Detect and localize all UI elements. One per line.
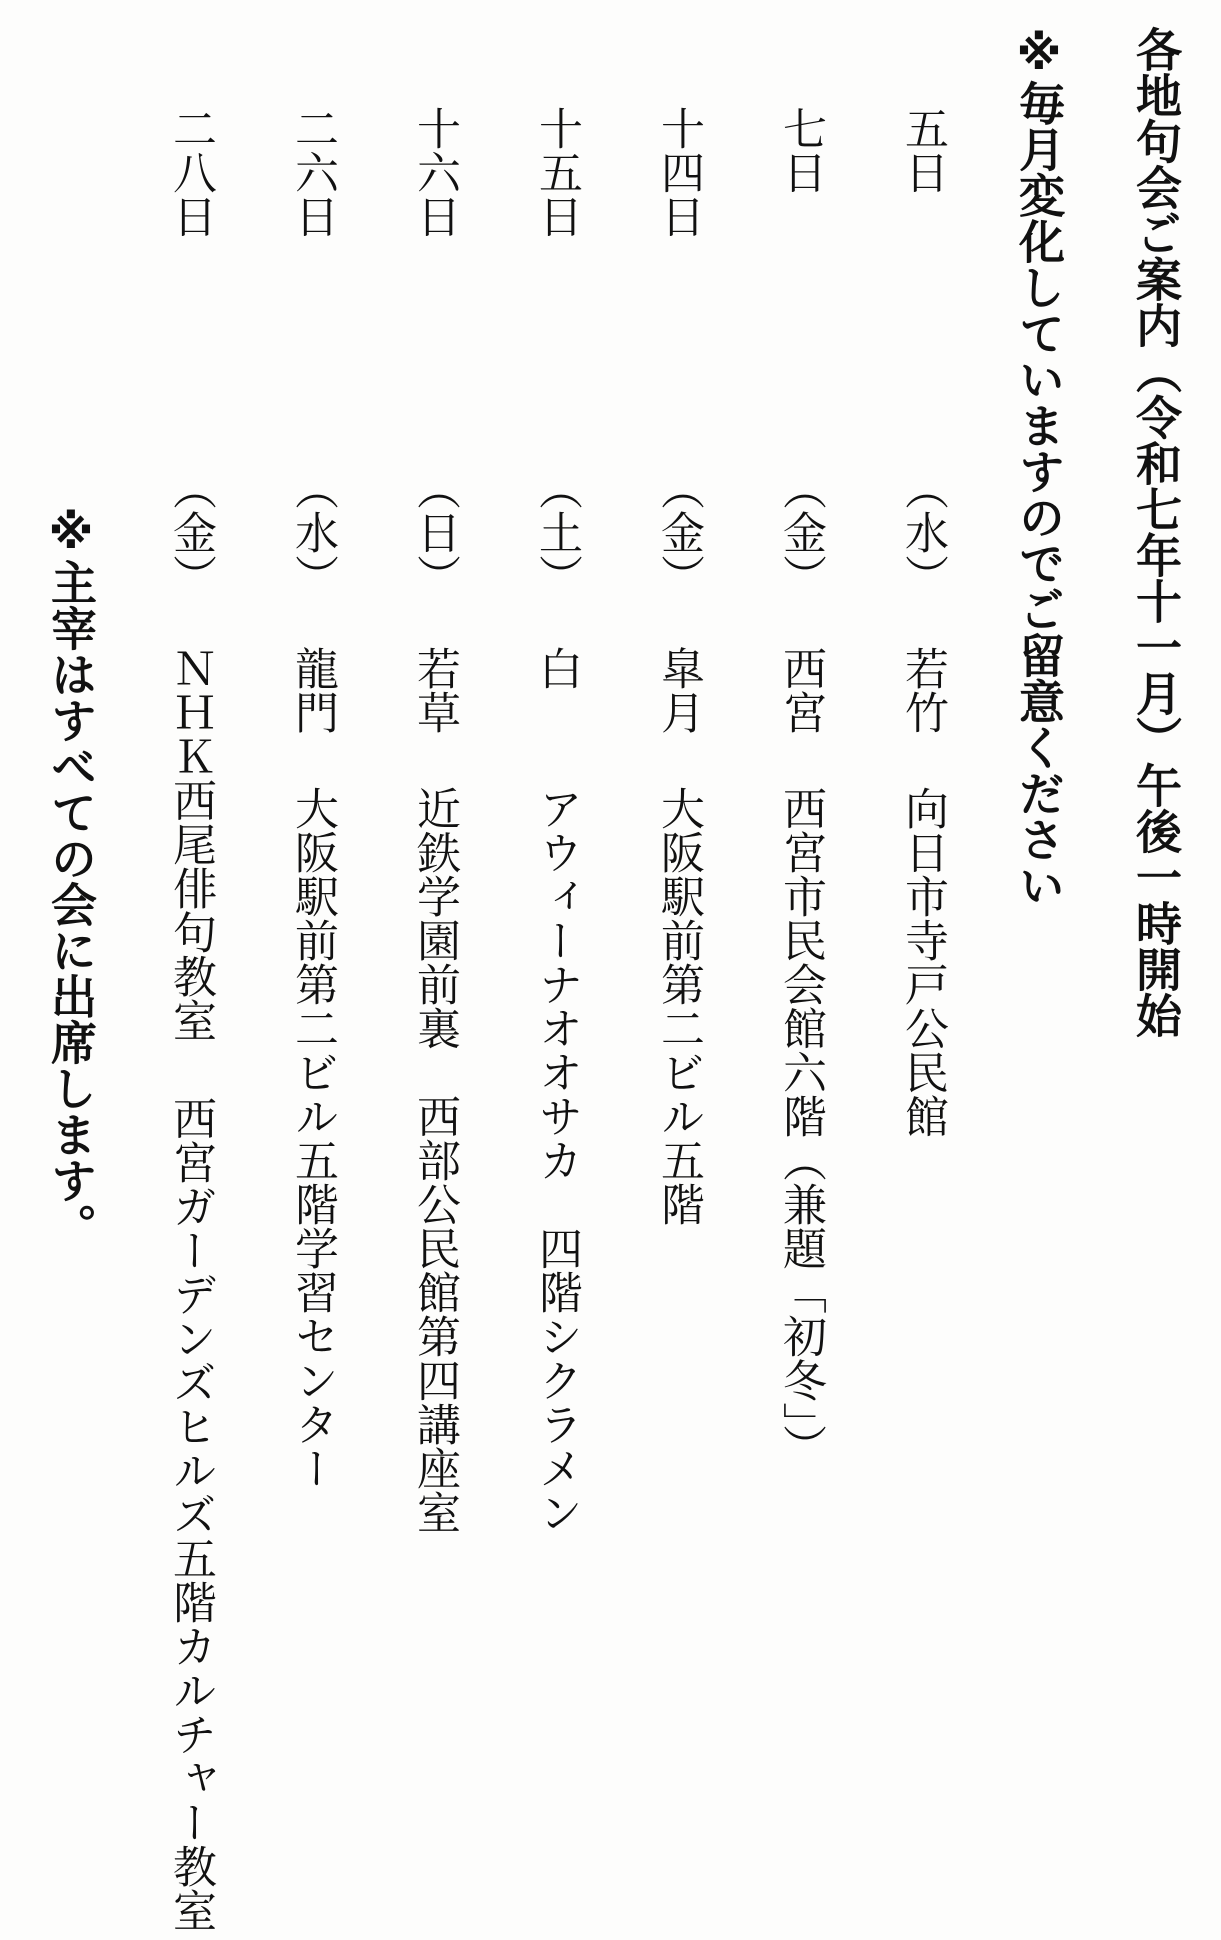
meeting-venue: 向日市寺戸公民館 xyxy=(897,786,948,1138)
meeting-weekday: （日） xyxy=(409,466,460,598)
meeting-date: 二八日 xyxy=(165,106,216,238)
meeting-group: 龍門 xyxy=(287,646,338,734)
meeting-date: 十四日 xyxy=(653,106,704,238)
meeting-venue: 大阪駅前第二ビル五階 xyxy=(653,786,704,1226)
meeting-group: 白 xyxy=(531,646,582,690)
meeting-venue: 近鉄学園前裏 西部公民館第四講座室 xyxy=(409,786,460,1534)
meeting-entry xyxy=(165,106,218,1932)
meeting-group: 若草 xyxy=(409,646,460,734)
meeting-date: 二六日 xyxy=(287,106,338,238)
meeting-group: ＮＨＫ西尾俳句教室 xyxy=(165,646,216,1042)
meeting-venue: アウィーナオオサカ 四階シクラメン xyxy=(531,786,582,1534)
meeting-entry xyxy=(775,106,828,1606)
meeting-date: 五日 xyxy=(897,106,948,194)
meeting-group: 若竹 xyxy=(897,646,948,734)
meeting-weekday: （金） xyxy=(653,466,704,598)
meeting-venue: 西宮ガーデンズヒルズ五階カルチャー教室 xyxy=(165,1096,216,1932)
notice-monthly-change: ※毎月変化していますのでご留意ください xyxy=(1012,26,1066,908)
footer-note: ※主宰はすべての会に出席します。 xyxy=(44,505,98,1249)
meeting-venue: 西宮市民会館六階（兼題「初冬」） xyxy=(775,786,826,1468)
meeting-weekday: （金） xyxy=(165,466,216,598)
meeting-date: 十五日 xyxy=(531,106,582,238)
meeting-weekday: （金） xyxy=(775,466,826,598)
meeting-weekday: （土） xyxy=(531,466,582,598)
meeting-weekday: （水） xyxy=(287,466,338,598)
meeting-entry xyxy=(287,106,340,1606)
meeting-group: 西宮 xyxy=(775,646,826,734)
page-title: 各地句会ご案内（令和七年十一月）午後一時開始 xyxy=(1129,26,1183,1038)
meeting-date: 七日 xyxy=(775,106,826,194)
meeting-entry xyxy=(531,106,584,1606)
meeting-entry xyxy=(897,106,950,1606)
meeting-entry xyxy=(653,106,706,1606)
meeting-entry xyxy=(409,106,462,1606)
meeting-venue: 大阪駅前第二ビル五階学習センター xyxy=(287,786,338,1490)
meeting-group: 皐月 xyxy=(653,646,704,734)
meeting-date: 十六日 xyxy=(409,106,460,238)
meeting-weekday: （水） xyxy=(897,466,948,598)
